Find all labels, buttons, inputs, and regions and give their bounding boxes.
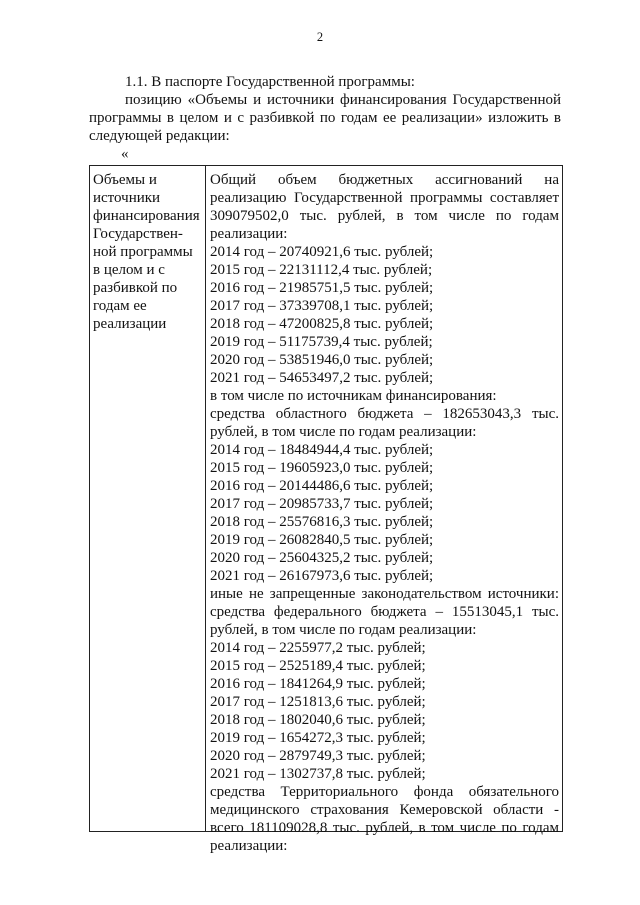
- label-line: в целом и с: [93, 262, 165, 278]
- label-line: Объемы и: [93, 172, 157, 188]
- label-line: реализации: [93, 316, 167, 332]
- total-year-line: 2014 год – 20740921,6 тыс. рублей;: [210, 244, 434, 260]
- total-year-line: 2019 год – 51175739,4 тыс. рублей;: [210, 334, 433, 350]
- regional-year-line: 2015 год – 19605923,0 тыс. рублей;: [210, 460, 434, 476]
- total-year-line: 2021 год – 54653497,2 тыс. рублей;: [210, 370, 434, 386]
- label-line: годам ее: [93, 298, 147, 314]
- regional-year-line: 2018 год – 25576816,3 тыс. рублей;: [210, 514, 434, 530]
- passport-position-label: [90, 166, 206, 831]
- passport-position-content: [206, 166, 562, 854]
- federal-year-line: 2018 год – 1802040,6 тыс. рублей;: [210, 712, 426, 728]
- regional-year-line: 2016 год – 20144486,6 тыс. рублей;: [210, 478, 434, 494]
- total-year-line: 2018 год – 47200825,8 тыс. рублей;: [210, 316, 434, 332]
- other-sources-heading: иные не запрещенные законодательством источники:: [210, 586, 559, 602]
- federal-year-line: 2021 год – 1302737,8 тыс. рублей;: [210, 766, 426, 782]
- opening-quote-mark: «: [121, 146, 129, 162]
- regional-year-line: 2017 год – 20985733,7 тыс. рублей;: [210, 496, 434, 512]
- regional-budget-text: средства областного бюджета – 182653043,3 тыс. рублей, в том числе по годам реализации:: [210, 406, 559, 440]
- federal-year-line: 2014 год – 2255977,2 тыс. рублей;: [210, 640, 426, 656]
- regional-year-line: 2020 год – 25604325,2 тыс. рублей;: [210, 550, 434, 566]
- federal-year-line: 2020 год – 2879749,3 тыс. рублей;: [210, 748, 426, 764]
- total-funding-text: Общий объем бюджетных ассигнований на реализацию Государственной программы составляет 309079502,0 тыс. рублей, в том числе по годам реализации:: [210, 172, 559, 242]
- federal-year-line: 2019 год – 1654272,3 тыс. рублей;: [210, 730, 426, 746]
- regional-year-line: 2019 год – 26082840,5 тыс. рублей;: [210, 532, 434, 548]
- total-year-line: 2017 год – 37339708,1 тыс. рублей;: [210, 298, 434, 314]
- territorial-fund-text: средства Территориального фонда обязательного медицинского страхования Кемеровской области - всего 181109028,8 тыс. рублей, в том числе по годам реализации:: [210, 784, 559, 854]
- label-line: финансирования: [93, 208, 200, 224]
- federal-year-line: 2016 год – 1841264,9 тыс. рублей;: [210, 676, 426, 692]
- total-year-line: 2020 год – 53851946,0 тыс. рублей;: [210, 352, 434, 368]
- label-line: разбивкой по: [93, 280, 178, 296]
- amendment-item: 1.1. В паспорте Государственной программы:: [125, 74, 415, 90]
- label-line: ной программы: [93, 244, 193, 260]
- amendment-position-text: позицию «Объемы и источники финансирования Государственной программы в целом и с разбивкой по годам ее реализации» изложить в следующей редакции:: [89, 92, 561, 144]
- federal-year-line: 2015 год – 2525189,4 тыс. рублей;: [210, 658, 426, 674]
- regional-year-line: 2021 год – 26167973,6 тыс. рублей;: [210, 568, 434, 584]
- federal-budget-text: средства федерального бюджета – 15513045,1 тыс. рублей, в том числе по годам реализации:: [210, 604, 559, 638]
- federal-year-line: 2017 год – 1251813,6 тыс. рублей;: [210, 694, 426, 710]
- sources-heading: в том числе по источникам финансирования:: [210, 388, 497, 404]
- total-year-line: 2016 год – 21985751,5 тыс. рублей;: [210, 280, 434, 296]
- label-line: Государствен-: [93, 226, 183, 242]
- label-line: источники: [93, 190, 161, 206]
- regional-year-line: 2014 год – 18484944,4 тыс. рублей;: [210, 442, 434, 458]
- amendment-intro: [89, 73, 561, 163]
- page-number: 2: [316, 30, 324, 44]
- passport-table: [89, 165, 563, 854]
- total-year-line: 2015 год – 22131112,4 тыс. рублей;: [210, 262, 433, 278]
